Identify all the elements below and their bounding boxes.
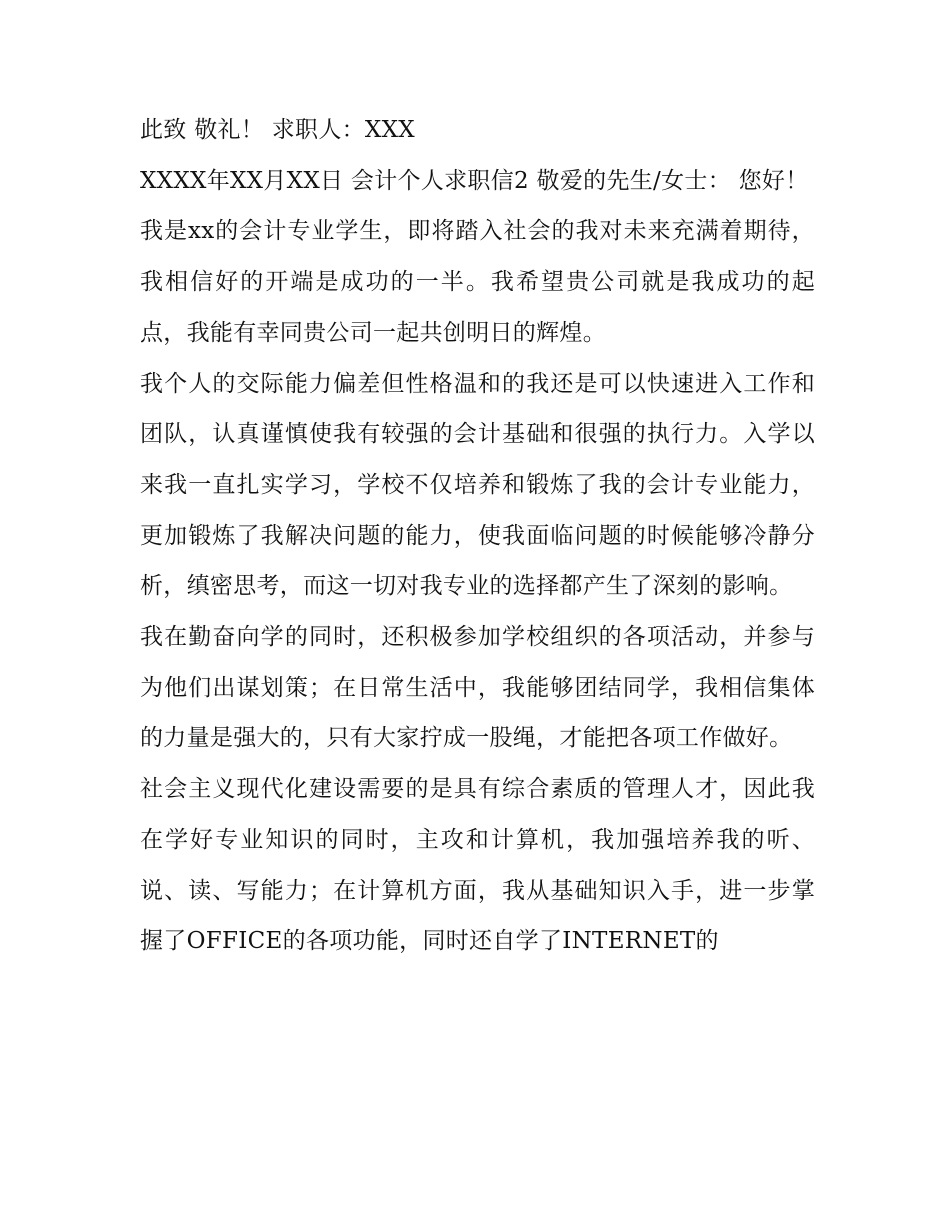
paragraph-introduction: 我是xx的会计专业学生，即将踏入社会的我对未来充满着期待，我相信好的开端是成功的一半。我希望贵公司就是我成功的起点，我能有幸同贵公司一起共创明日的辉煌。 xyxy=(140,218,815,346)
paragraph-skills: 社会主义现代化建设需要的是具有综合素质的管理人才，因此我在学好专业知识的同时，主攻和计算机，我加强培养我的听、说、读、写能力；在计算机方面，我从基础知识入手，进一步掌握了OFFICE的各项功能，同时还自学了INTERNET的 xyxy=(140,776,815,955)
date-and-salutation: XXXX年XX月XX日 会计个人求职信2 敬爱的先生/女士： 您好！ xyxy=(140,167,809,194)
paragraph-abilities: 我个人的交际能力偏差但性格温和的我还是可以快速进入工作和团队，认真谨慎使我有较强的会计基础和很强的执行力。入学以来我一直扎实学习，学校不仅培养和锻炼了我的会计专业能力，更加锻炼了我解决问题的能力，使我面临问题的时候能够冷静分析，缜密思考，而这一切对我专业的选择都产生了深刻的影响。 xyxy=(140,370,815,600)
closing-line: 此致 敬礼！ 求职人：XXX xyxy=(140,117,415,143)
letter-body xyxy=(140,105,815,967)
paragraph-activities: 我在勤奋向学的同时，还积极参加学校组织的各项活动，并参与为他们出谋划策；在日常生活中，我能够团结同学，我相信集体的力量是强大的，只有大家拧成一股绳，才能把各项工作做好。 xyxy=(140,624,815,752)
